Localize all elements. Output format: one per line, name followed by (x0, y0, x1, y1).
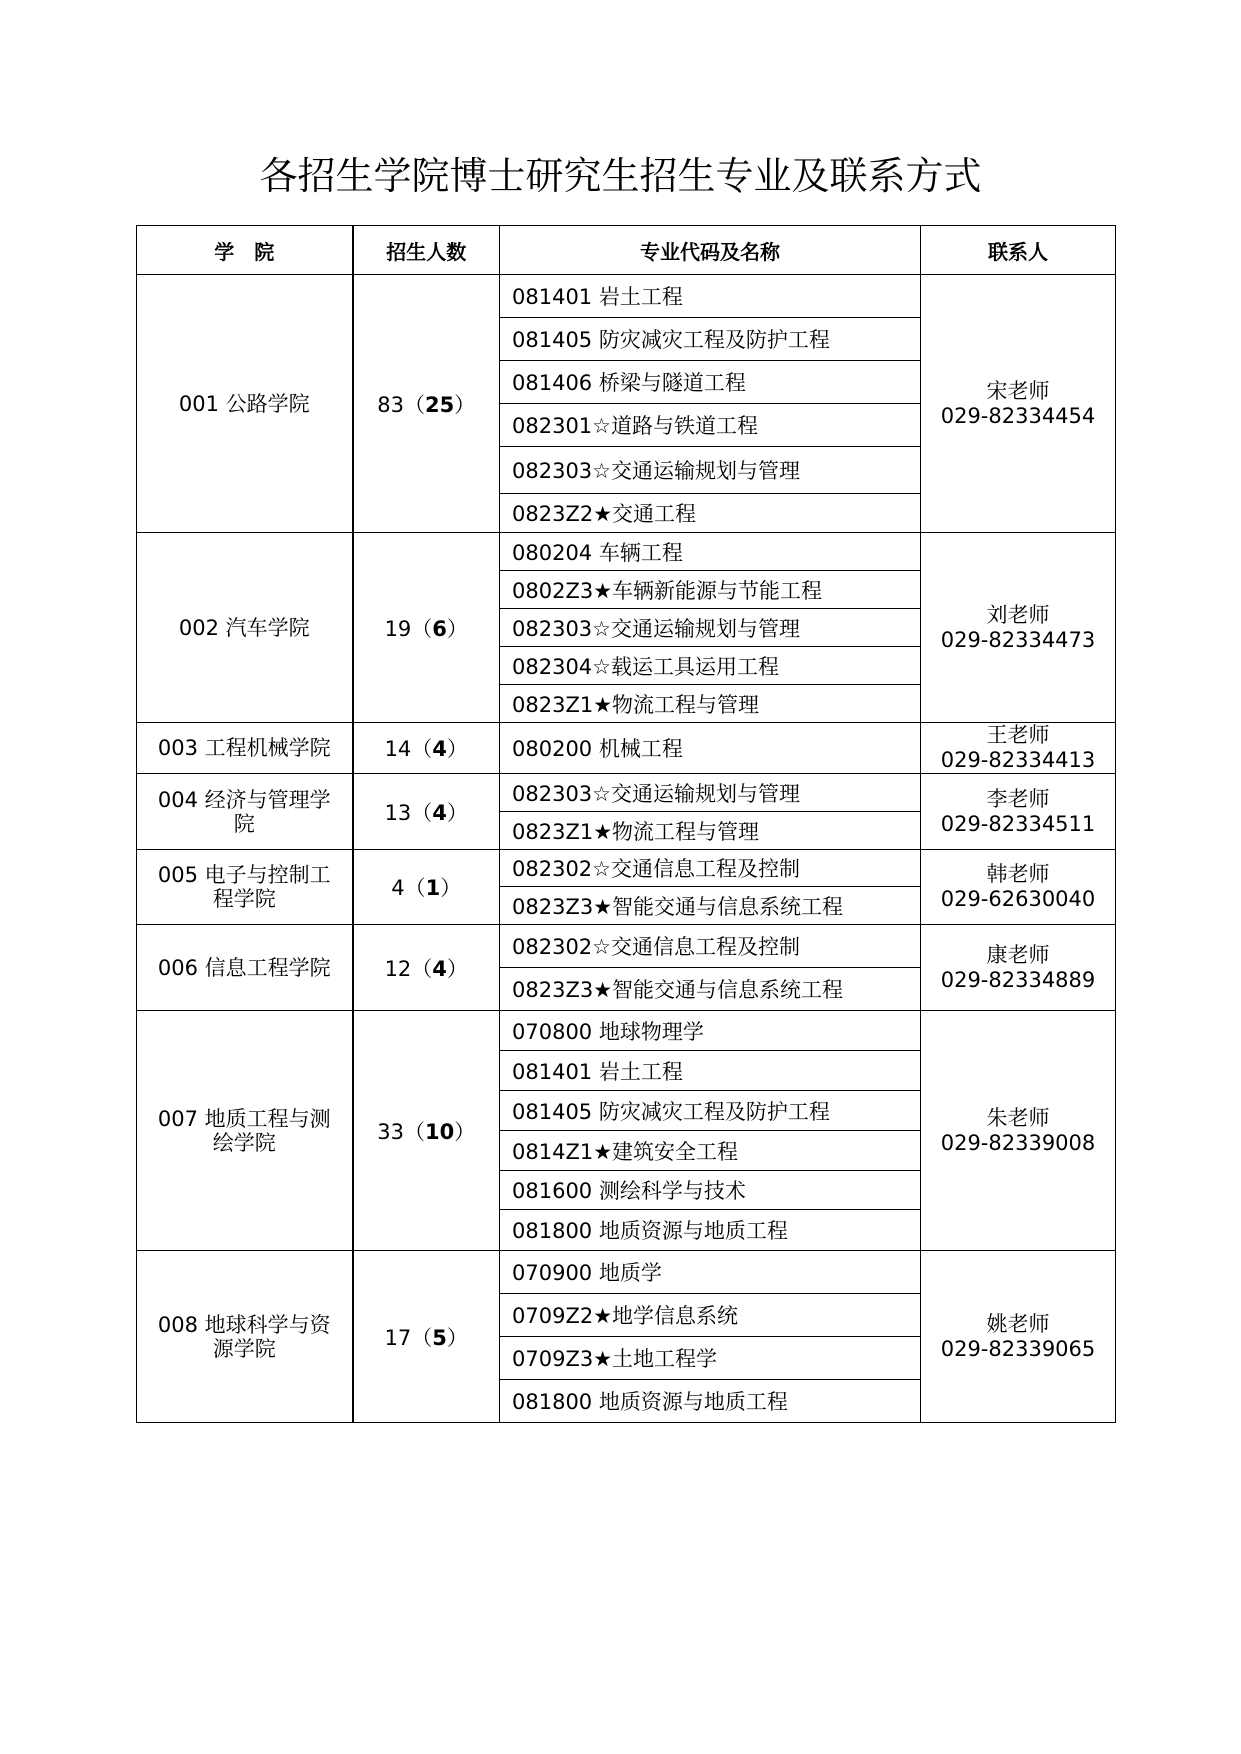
paren-close: ） (454, 1119, 476, 1144)
contact-cell (921, 533, 1116, 723)
contact-name: 王老师 (986, 723, 1050, 747)
table-body (137, 226, 1116, 1423)
enrollment-total: 83 (377, 392, 404, 417)
contact-phone: 029-82339065 (940, 1336, 1096, 1361)
major-item: 081405 防灾减灾工程及防护工程 (500, 318, 921, 361)
enrollment-total: 33 (377, 1119, 404, 1144)
major-item: 070800 地球物理学 (500, 1011, 921, 1051)
contact-cell (921, 1011, 1116, 1251)
major-item: 0823Z3★智能交通与信息系统工程 (500, 968, 921, 1011)
major-item: 082304☆载运工具运用工程 (500, 647, 921, 685)
enrollment-cell (353, 1251, 500, 1423)
major-item: 081401 岩土工程 (500, 275, 921, 318)
paren-close: ） (454, 392, 476, 417)
enrollment-cell (353, 774, 500, 850)
enrollment-cell (353, 275, 500, 533)
header-row (137, 226, 1116, 275)
table-row (137, 275, 1116, 318)
paren-open: （ (411, 1325, 433, 1350)
major-item: 0823Z3★智能交通与信息系统工程 (500, 887, 921, 925)
contact-name: 康老师 (986, 942, 1050, 967)
major-item: 080204 车辆工程 (500, 533, 921, 571)
major-item: 082303☆交通运输规划与管理 (500, 447, 921, 494)
major-item: 0709Z2★地学信息系统 (500, 1294, 921, 1337)
enrollment-paren: 6 (432, 616, 447, 641)
major-item: 082303☆交通运输规划与管理 (500, 609, 921, 647)
contact-name: 李老师 (986, 786, 1050, 811)
major-item: 082301☆道路与铁道工程 (500, 404, 921, 447)
enrollment-total: 14 (384, 737, 412, 761)
contact-phone: 029-82334889 (940, 967, 1096, 992)
enrollment-paren: 10 (425, 1119, 455, 1144)
paren-close: ） (446, 800, 468, 825)
major-item: 081405 防灾减灾工程及防护工程 (500, 1091, 921, 1131)
page-title: 各招生学院博士研究生招生专业及联系方式 (259, 154, 982, 198)
contact-cell (921, 723, 1116, 774)
enrollment-cell (353, 925, 500, 1011)
header-school: 学 院 (137, 226, 353, 275)
major-item: 0823Z1★物流工程与管理 (500, 685, 921, 723)
contact-phone: 029-82334413 (940, 748, 1096, 772)
major-item: 0802Z3★车辆新能源与节能工程 (500, 571, 921, 609)
enrollment-total: 12 (384, 956, 412, 981)
header-enrollment: 招生人数 (353, 226, 500, 275)
enrollment-total: 19 (384, 616, 412, 641)
major-item: 0709Z3★土地工程学 (500, 1337, 921, 1380)
contact-cell (921, 774, 1116, 850)
enrollment-cell (353, 1011, 500, 1251)
enrollment-paren: 1 (425, 876, 441, 900)
enrollment-cell (353, 533, 500, 723)
paren-close: ） (446, 956, 468, 981)
school-name: 006 信息工程学院 (137, 925, 353, 1011)
major-item: 0823Z1★物流工程与管理 (500, 812, 921, 850)
header-majors: 专业代码及名称 (500, 226, 921, 275)
enrollment-paren: 25 (425, 392, 455, 417)
contact-name: 韩老师 (986, 862, 1050, 886)
paren-close: ） (446, 737, 468, 761)
contact-name: 刘老师 (986, 602, 1050, 627)
table-row (137, 925, 1116, 968)
paren-open: （ (404, 1119, 425, 1144)
paren-close: ） (446, 1325, 468, 1350)
table-row (137, 533, 1116, 571)
enrollment-paren: 4 (432, 956, 447, 981)
contact-cell (921, 1251, 1116, 1423)
school-name: 001 公路学院 (137, 275, 353, 533)
major-item: 0814Z1★建筑安全工程 (500, 1131, 921, 1171)
enrollment-total: 13 (384, 800, 412, 825)
major-item: 081800 地质资源与地质工程 (500, 1210, 921, 1251)
enrollment-paren: 5 (432, 1325, 447, 1350)
enrollment-cell (353, 723, 500, 774)
school-name: 002 汽车学院 (137, 533, 353, 723)
paren-open: （ (411, 737, 433, 761)
contact-phone: 029-82334473 (940, 627, 1096, 652)
major-item: 082303☆交通运输规划与管理 (500, 774, 921, 812)
major-item: 082302☆交通信息工程及控制 (500, 925, 921, 968)
paren-open: （ (404, 876, 426, 900)
paren-close: ） (446, 616, 468, 641)
major-item: 081401 岩土工程 (500, 1051, 921, 1091)
contact-cell (921, 850, 1116, 925)
school-name: 007 地质工程与测绘学院 (137, 1011, 353, 1251)
table-row (137, 1011, 1116, 1051)
header-contact: 联系人 (921, 226, 1116, 275)
major-item: 0823Z2★交通工程 (500, 494, 921, 533)
paren-open: （ (411, 956, 433, 981)
table-row (137, 1251, 1116, 1294)
enrollment-total: 17 (384, 1325, 412, 1350)
paren-close: ） (440, 876, 462, 900)
school-name: 004 经济与管理学院 (137, 774, 353, 850)
contact-phone: 029-62630040 (940, 887, 1096, 911)
enrollment-total: 4 (391, 876, 405, 900)
contact-phone: 029-82334454 (940, 403, 1096, 428)
paren-open: （ (411, 616, 433, 641)
table-row (137, 774, 1116, 812)
contact-name: 朱老师 (986, 1105, 1050, 1130)
major-item: 081406 桥梁与隧道工程 (500, 361, 921, 404)
contact-phone: 029-82339008 (940, 1130, 1096, 1155)
school-name: 008 地球科学与资源学院 (137, 1251, 353, 1423)
major-item: 082302☆交通信息工程及控制 (500, 850, 921, 887)
contact-phone: 029-82334511 (940, 811, 1096, 836)
contact-cell (921, 275, 1116, 533)
enrollment-cell (353, 850, 500, 925)
table-row (137, 850, 1116, 887)
contact-name: 姚老师 (986, 1311, 1050, 1336)
major-item: 081800 地质资源与地质工程 (500, 1380, 921, 1423)
school-name: 005 电子与控制工程学院 (137, 850, 353, 925)
major-item: 080200 机械工程 (500, 723, 921, 774)
enrollment-paren: 4 (432, 800, 447, 825)
table-row (137, 723, 1116, 774)
enrollment-paren: 4 (432, 737, 447, 761)
major-item: 070900 地质学 (500, 1251, 921, 1294)
admissions-table (136, 225, 1116, 1423)
major-item: 081600 测绘科学与技术 (500, 1171, 921, 1210)
paren-open: （ (404, 392, 425, 417)
paren-open: （ (411, 800, 433, 825)
school-name: 003 工程机械学院 (137, 723, 353, 774)
contact-cell (921, 925, 1116, 1011)
contact-name: 宋老师 (986, 378, 1050, 403)
